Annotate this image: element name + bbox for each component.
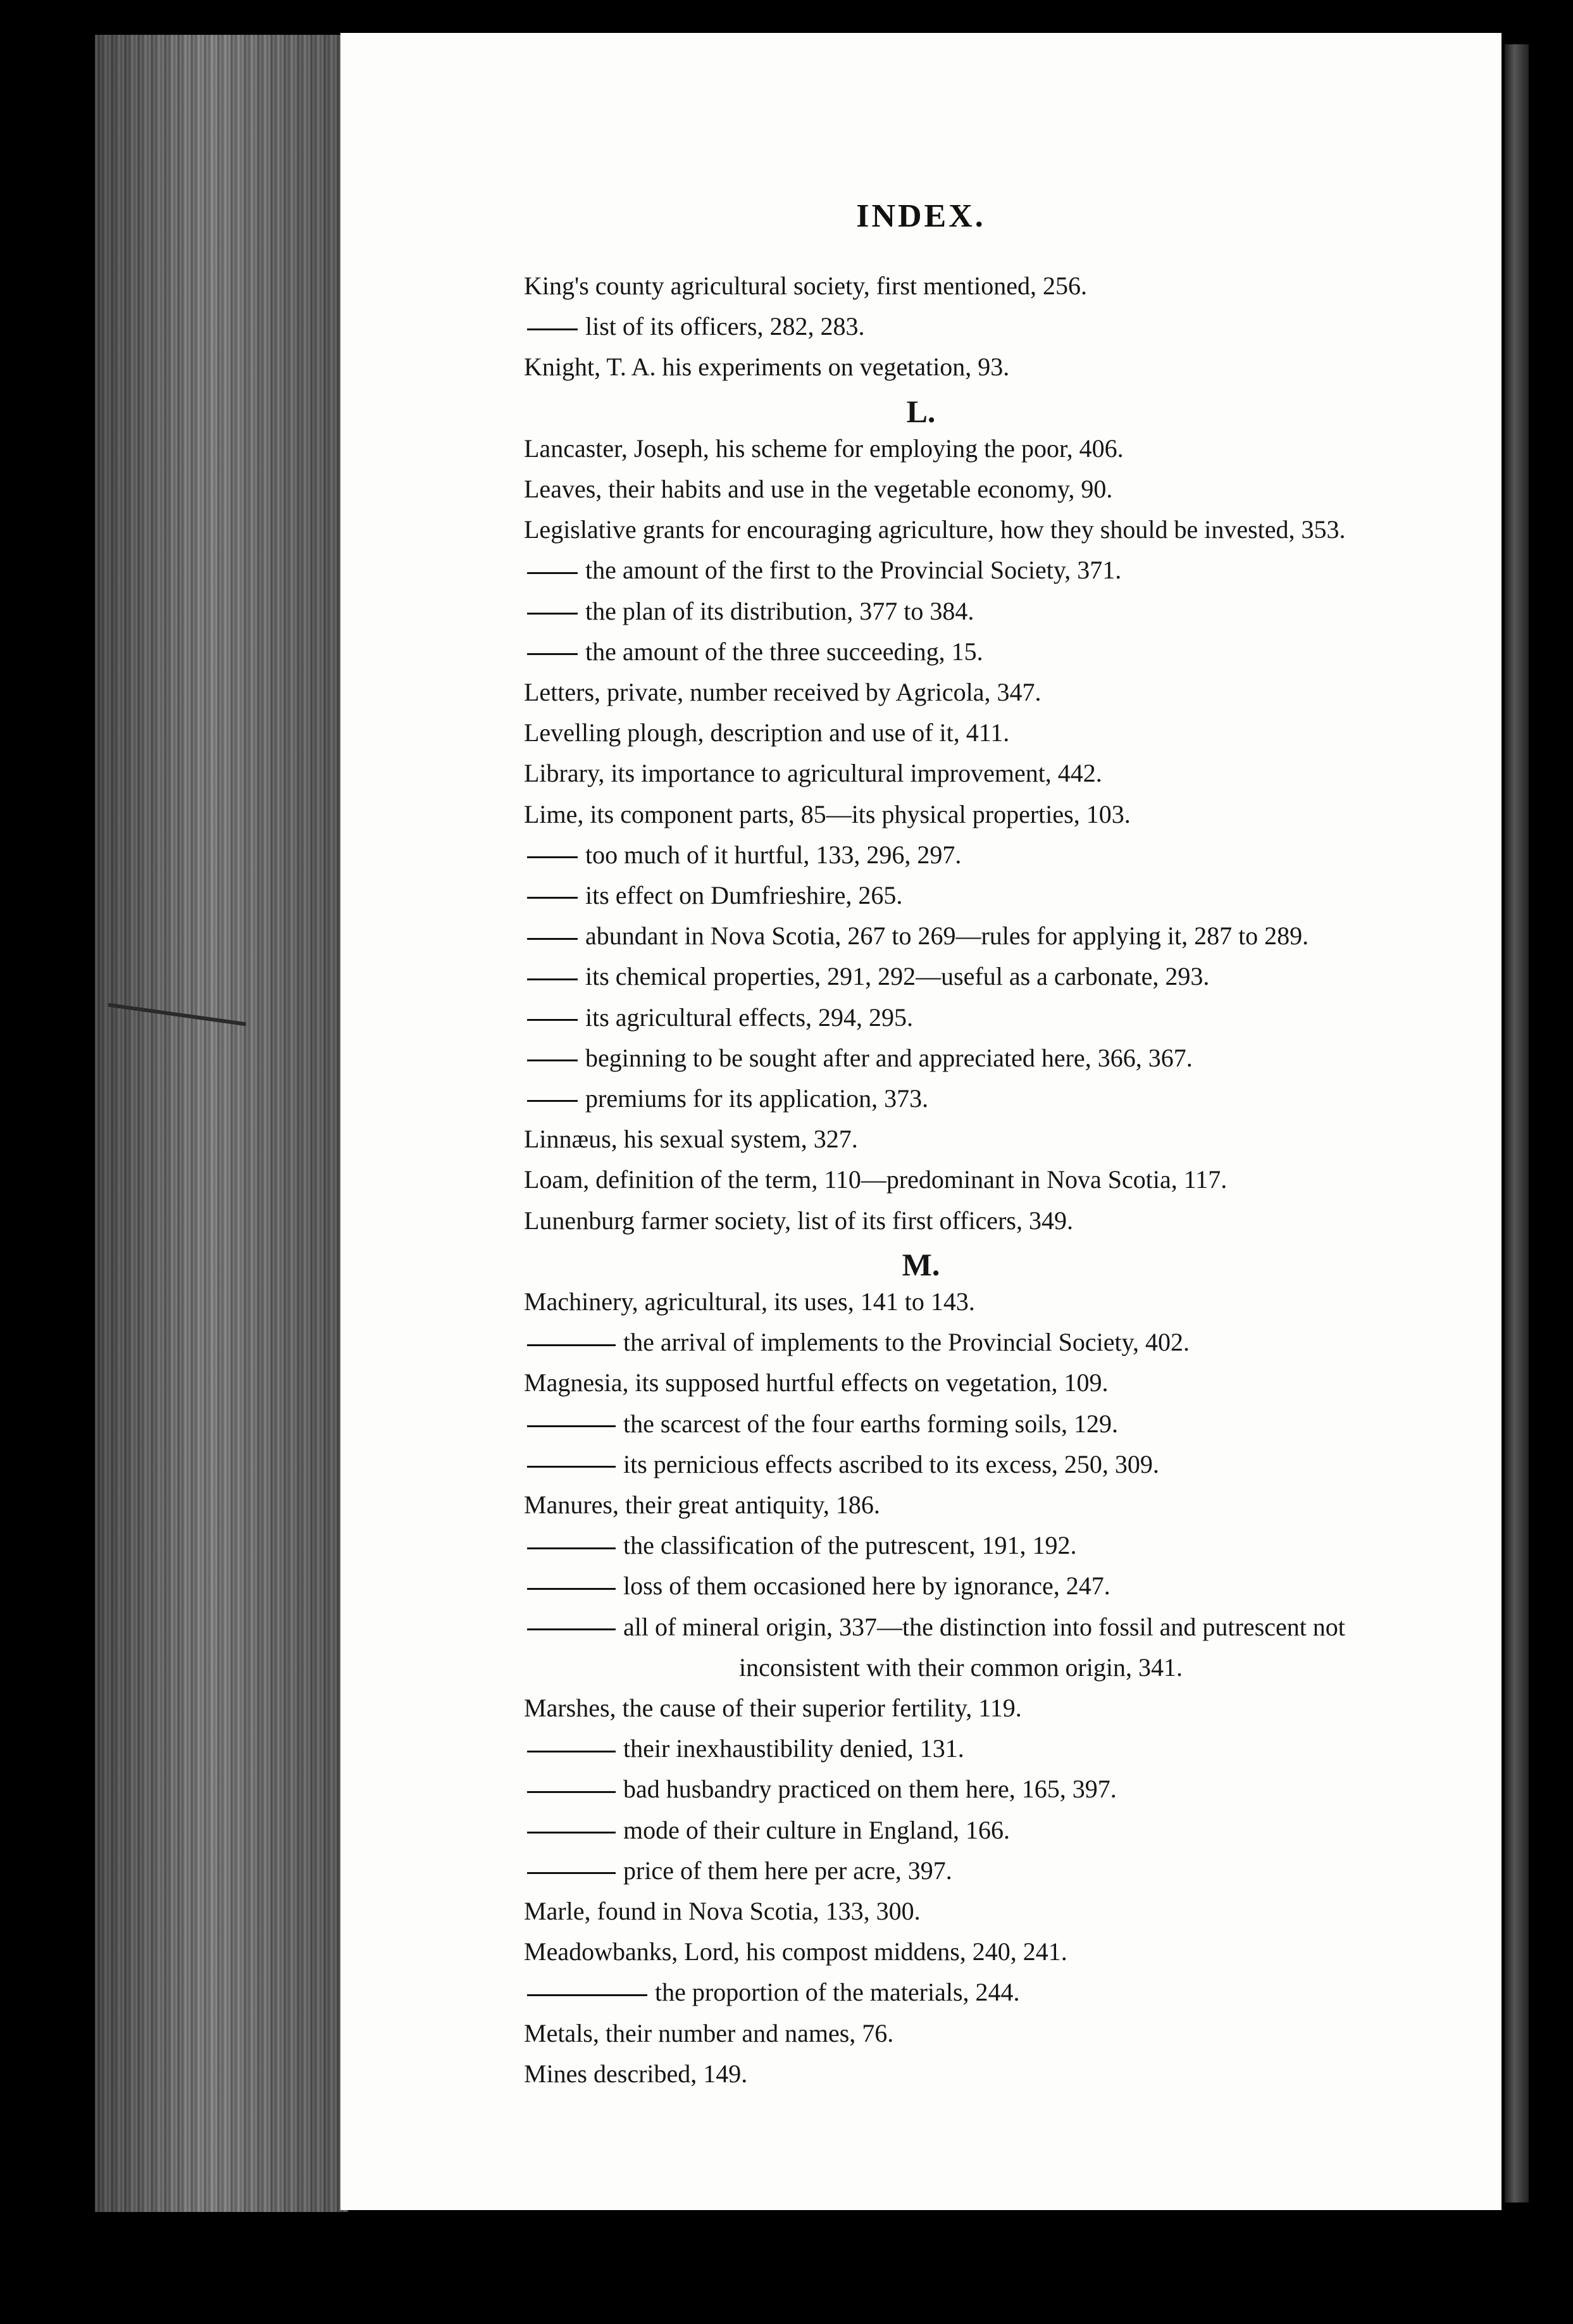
index-subentry (527, 1330, 1190, 1355)
index-subentry (527, 1980, 1020, 2005)
index-subentry (527, 1573, 1110, 1599)
ditto-dash (527, 572, 578, 574)
index-entry: Leaves, their habits and use in the vegetable economy, 90. (524, 475, 1113, 503)
index-entry: Metals, their number and names, 76. (524, 2018, 894, 2047)
section-letter: L. (906, 393, 936, 429)
index-subentry-text: premiums for its application, 373. (585, 1084, 929, 1113)
index-subentry-text: its chemical properties, 291, 292—useful as a carbonate, 293. (585, 962, 1210, 991)
spine-shading (95, 35, 348, 2212)
index-subentry (527, 314, 864, 339)
ditto-dash (527, 978, 578, 980)
index-entry: Manures, their great antiquity, 186. (524, 1490, 880, 1519)
ditto-dash (527, 1100, 578, 1102)
ditto-dash (527, 1019, 578, 1021)
index-subentry (527, 639, 983, 665)
index-subentry (527, 883, 902, 908)
index-subentry (527, 1005, 913, 1030)
index-subentry (527, 964, 1209, 989)
index-subentry (527, 842, 961, 868)
index-subentry-text: the arrival of implements to the Provincial Society, 402. (623, 1328, 1190, 1357)
index-subentry-text: the scarcest of the four earths forming soils, 129. (623, 1409, 1119, 1438)
index-subentry-text: all of mineral origin, 337—the distinction into fossil and putrescent not (623, 1612, 1345, 1641)
ditto-dash (527, 1466, 616, 1468)
index-entry: Knight, T. A. his experiments on vegetation, 93. (524, 353, 1010, 382)
index-entry: Machinery, agricultural, its uses, 141 to 143. (524, 1287, 975, 1316)
ditto-dash (527, 1872, 616, 1874)
index-subentry-text: loss of them occasioned here by ignorance, 247. (623, 1571, 1110, 1601)
index-subentry-text: its pernicious effects ascribed to its excess, 250, 309. (623, 1449, 1159, 1478)
index-entry: Levelling plough, description and use of it, 411. (524, 718, 1010, 747)
page-title: INDEX. (856, 198, 986, 234)
index-subentry-text: the amount of the three succeeding, 15. (585, 637, 983, 666)
index-subentry-text: mode of their culture in England, 166. (623, 1815, 1010, 1844)
book-page (340, 33, 1502, 2210)
ditto-dash (527, 328, 578, 330)
index-subentry (527, 1533, 1076, 1558)
index-subentry-text: too much of it hurtful, 133, 296, 297. (585, 840, 962, 869)
index-entry: Magnesia, its supposed hurtful effects on vegetation, 109. (524, 1368, 1109, 1397)
index-subentry (527, 1815, 1010, 1844)
index-subentry-text: beginning to be sought after and appreciated here, 366, 367. (585, 1043, 1193, 1072)
index-subentry-text: its effect on Dumfrieshire, 265. (585, 881, 903, 909)
index-subentry (527, 1612, 1345, 1641)
index-entry: Lunenburg farmer society, list of its first officers, 349. (524, 1206, 1073, 1235)
ditto-dash (527, 1588, 616, 1590)
index-entry: Meadowbanks, Lord, his compost middens, 240, 241. (524, 1937, 1067, 1966)
ditto-dash (527, 1344, 616, 1346)
index-subentry (527, 1411, 1118, 1437)
index-entry: Lancaster, Joseph, his scheme for employing the poor, 406. (524, 434, 1124, 463)
index-entry: King's county agricultural society, first mentioned, 256. (524, 272, 1087, 300)
index-entry: Loam, definition of the term, 110—predominant in Nova Scotia, 117. (524, 1165, 1228, 1194)
index-entry: Marshes, the cause of their superior fertility, 119. (524, 1694, 1022, 1722)
index-subentry-text: its agricultural effects, 294, 295. (585, 1003, 914, 1032)
index-entry: Mines described, 149. (524, 2059, 748, 2088)
index-subentry-text: the proportion of the materials, 244. (655, 1978, 1020, 2007)
index-continuation: inconsistent with their common origin, 341. (739, 1652, 1183, 1682)
index-subentry (527, 1736, 964, 1761)
index-subentry (527, 1043, 1193, 1072)
section-letter: M. (902, 1246, 940, 1282)
index-entry: Linnæus, his sexual system, 327. (524, 1125, 858, 1154)
index-subentry (527, 558, 1121, 583)
index-subentry (527, 1858, 952, 1884)
index-subentry (527, 1086, 928, 1111)
index-entry: Lime, its component parts, 85—its physical properties, 103. (524, 799, 1131, 828)
ditto-dash (527, 613, 578, 615)
index-entry: Legislative grants for encouraging agriculture, how they should be invested, 353. (524, 515, 1346, 544)
index-subentry (527, 1777, 1117, 1802)
index-entry: Letters, private, number received by Agricola, 347. (524, 678, 1041, 706)
index-subentry-text: the classification of the putrescent, 191, 192. (623, 1531, 1077, 1560)
index-subentry (527, 1449, 1159, 1478)
index-subentry-text: the plan of its distribution, 377 to 384. (585, 596, 974, 625)
ditto-dash (527, 1425, 616, 1427)
index-subentry-text: their inexhaustibility denied, 131. (623, 1734, 964, 1763)
index-subentry (527, 596, 974, 625)
ditto-dash (527, 1059, 578, 1061)
ditto-dash (527, 1791, 616, 1793)
ditto-dash (527, 897, 578, 899)
index-subentry-text: abundant in Nova Scotia, 267 to 269—rules for applying it, 287 to 289. (585, 921, 1309, 951)
index-subentry (527, 923, 1309, 949)
index-subentry-text: bad husbandry practiced on them here, 165, 397. (623, 1775, 1117, 1804)
ditto-dash (527, 1628, 616, 1630)
index-subentry-text: list of its officers, 282, 283. (585, 312, 865, 341)
index-entry: Library, its importance to agricultural improvement, 442. (524, 759, 1102, 788)
page-right-edge (1505, 44, 1529, 2202)
index-entry: Marle, found in Nova Scotia, 133, 300. (524, 1897, 921, 1925)
index-subentry-text: the amount of the first to the Provincial Society, 371. (585, 556, 1122, 585)
ditto-dash (527, 1751, 616, 1752)
ditto-dash (527, 1547, 616, 1549)
index-subentry-text: price of them here per acre, 397. (623, 1856, 952, 1885)
ditto-dash (527, 938, 578, 940)
ditto-dash (527, 653, 578, 655)
ditto-dash (527, 856, 578, 858)
ditto-dash (527, 1832, 616, 1834)
ditto-dash (527, 1994, 647, 1996)
